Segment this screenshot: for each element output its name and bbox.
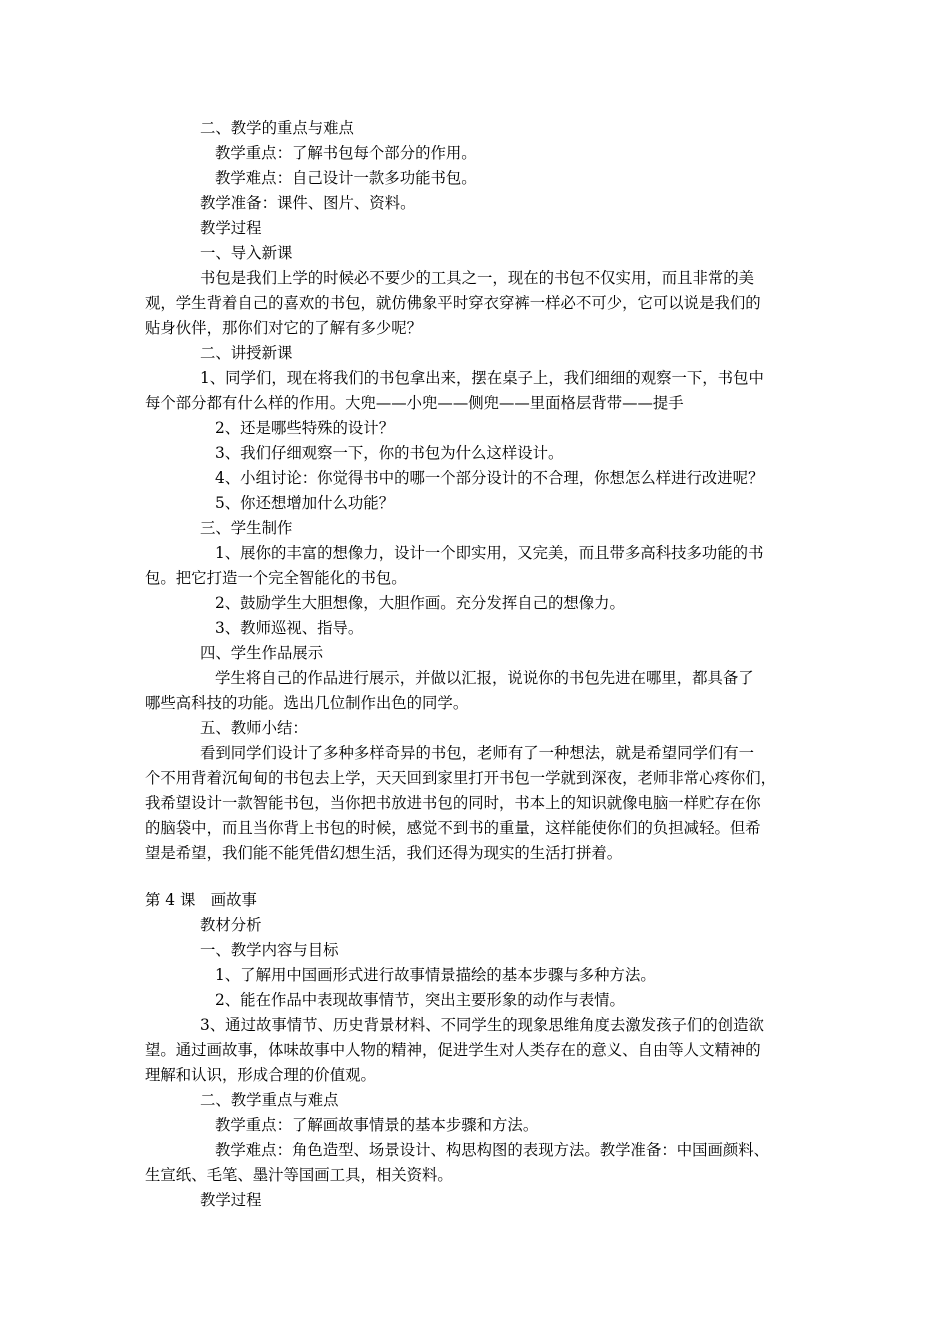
text-line: 2、鼓励学生大胆想像，大胆作画。充分发挥自己的想像力。 (215, 594, 625, 612)
text-line: 看到同学们设计了多种多样奇异的书包，老师有了一种想法，就是希望同学们有一 (200, 744, 755, 762)
text-line: 教学准备：课件、图片、资料。 (200, 194, 416, 212)
text-line: 二、讲授新课 (200, 344, 293, 362)
text-line: 教材分析 (200, 916, 262, 934)
text-line: 望是希望，我们能不能凭借幻想生活，我们还得为现实的生活打拼着。 (145, 844, 623, 862)
text-line: 3、通过故事情节、历史背景材料、不同学生的现象思维角度去激发孩子们的创造欲 (200, 1016, 764, 1034)
text-line: 生宣纸、毛笔、墨汁等国画工具，相关资料。 (145, 1166, 453, 1184)
text-line: 5、你还想增加什么功能？ (215, 494, 395, 512)
text-line: 的脑袋中，而且当你背上书包的时候，感觉不到书的重量，这样能使你们的负担减轻。但希 (145, 819, 761, 837)
text-line: 望。通过画故事，体味故事中人物的精神，促进学生对人类存在的意义、自由等人文精神的 (145, 1041, 761, 1059)
text-line: 三、学生制作 (200, 519, 293, 537)
text-line: 二、教学重点与难点 (200, 1091, 339, 1109)
text-line: 4、小组讨论：你觉得书中的哪一个部分设计的不合理，你想怎么样进行改进呢？ (215, 469, 764, 487)
text-line: 教学重点：了解书包每个部分的作用。 (215, 144, 477, 162)
text-line: 个不用背着沉甸甸的书包去上学，天天回到家里打开书包一学就到深夜，老师非常心疼你们， (145, 769, 777, 787)
text-line: 我希望设计一款智能书包，当你把书放进书包的同时，书本上的知识就像电脑一样贮存在你 (145, 794, 761, 812)
text-line: 1、了解用中国画形式进行故事情景描绘的基本步骤与多种方法。 (215, 966, 656, 984)
text-line: 3、我们仔细观察一下，你的书包为什么这样设计。 (215, 444, 564, 462)
text-line: 包。把它打造一个完全智能化的书包。 (145, 569, 407, 587)
text-line: 二、教学的重点与难点 (200, 119, 354, 137)
text-line: 学生将自己的作品进行展示，并做以汇报，说说你的书包先进在哪里，都具备了 (215, 669, 754, 687)
text-line: 一、导入新课 (200, 244, 293, 262)
text-line: 哪些高科技的功能。选出几位制作出色的同学。 (145, 694, 469, 712)
text-line: 教学难点：自己设计一款多功能书包。 (215, 169, 477, 187)
text-line: 教学难点：角色造型、场景设计、构思构图的表现方法。教学准备：中国画颜料、 (215, 1141, 770, 1159)
lesson-title: 第 4 课 画故事 (145, 891, 257, 909)
text-line: 每个部分都有什么样的作用。大兜——小兜——侧兜——里面格层背带——提手 (145, 394, 684, 412)
text-line: 1、同学们，现在将我们的书包拿出来，摆在桌子上，我们细细的观察一下，书包中 (200, 369, 764, 387)
text-line: 2、能在作品中表现故事情节，突出主要形象的动作与表情。 (215, 991, 625, 1009)
text-line: 2、还是哪些特殊的设计？ (215, 419, 395, 437)
text-line: 五、教师小结： (200, 719, 308, 737)
text-line: 教学过程 (200, 219, 262, 237)
text-line: 教学过程 (200, 1191, 262, 1209)
text-line: 一、教学内容与目标 (200, 941, 339, 959)
text-line: 教学重点：了解画故事情景的基本步骤和方法。 (215, 1116, 539, 1134)
text-line: 书包是我们上学的时候必不要少的工具之一，现在的书包不仅实用，而且非常的美 (200, 269, 755, 287)
text-line: 理解和认识，形成合理的价值观。 (145, 1066, 376, 1084)
text-line: 贴身伙伴，那你们对它的了解有多少呢？ (145, 319, 423, 337)
text-line: 1、展你的丰富的想像力，设计一个即实用，又完美，而且带多高科技多功能的书 (215, 544, 764, 562)
text-line: 3、教师巡视、指导。 (215, 619, 364, 637)
text-line: 四、学生作品展示 (200, 644, 324, 662)
text-line: 观，学生背着自己的喜欢的书包，就仿佛象平时穿衣穿裤一样必不可少，它可以说是我们的 (145, 294, 761, 312)
